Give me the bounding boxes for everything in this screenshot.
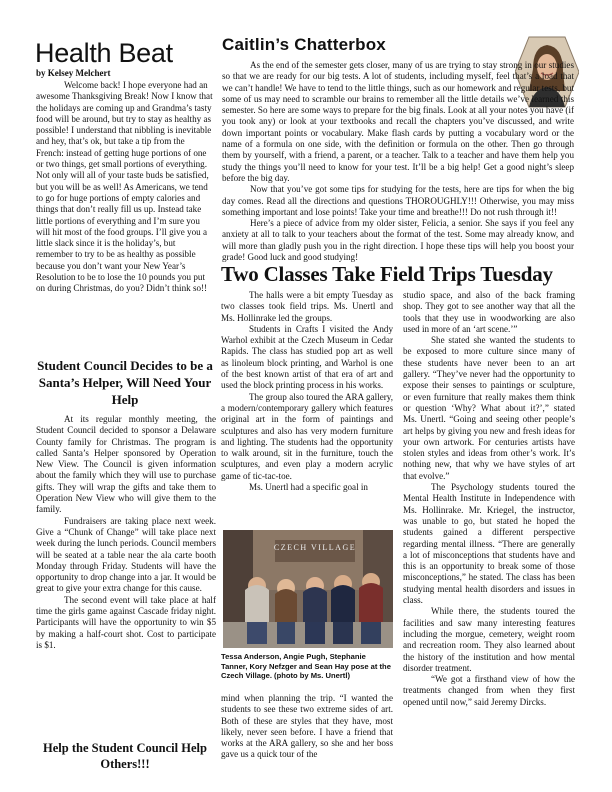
field-trips-paragraph: The group also toured the ARA gallery, a modern/contemporary gallery which features original art in the form of paintings and sculptures and also has very modern furniture and lighting. The students had the opportunity to walk around, sit in the furniture, touch the sculptures, and even play a modern acrylic game of tic-tac-toe. <box>221 391 393 481</box>
field-trips-paragraph: She stated she wanted the students to be exposed to more culture since many of these students have never been to an art gallery. “They’ve never had the opportunity to expose their senses to paintings or sculpture, or even furniture that really makes them think or question ‘Why? What about it?’,” stated Ms. Unertl. “Going and seeing other people’s art helps by giving you new and fresh ideas for your own artwork. For centuries artists have stolen styles and ideas from other’s work. It’s nothing new, that why we have styles of art that evolve.” <box>403 335 575 481</box>
field-trips-column-1-continued <box>221 693 393 761</box>
council-body <box>36 414 216 651</box>
chatterbox-paragraph: Here’s a piece of advice from my older sister, Felicia, a senior. She says if you feel any anxiety at all to talk to your teachers about the format of the test. Some may already know, and will more than gladly push you in the right direction. I hope these tips will help you boost your grade! Good luck and good studying! <box>222 218 574 263</box>
field-trips-paragraph: studio space, and also of the back framing shop. They got to see another way that all the tools that they use in woodworking are also used in more of an ‘art scene.’” <box>403 290 575 334</box>
health-paragraph: Welcome back! I hope everyone had an awesome Thanksgiving Break! Now I know that the holidays are coming up and Grandma’s tasty food will be around, but try to stay as healthy as possible! I understand that nibbling is inevitable and hey, that’s ok, but take a tip from the French: instead of getting huge portions of one or two things, get small portions of everything. Not only will all of your taste buds be satisfied, but you will be as well! As Americans, we tend to go for huge portions of empty calories and things that don’t really fill us up. Instead take little portions of everything and I’m sure you will hit most of the food groups. I’ll give you a little slack since it is the holiday’s, but remember to try to be as healthy as possible because you don’t want your New Year’s Resolution to be to lose the 10 pounds you put on during Christmas, do you? Didn’t think so!! <box>36 80 213 294</box>
field-trips-paragraph: Students in Crafts I visited the Andy Warhol exhibit at the Czech Museum in Cedar Rapids. The class has studied pop art as well as linoleum block printing, and Warhol is one of the best known artist of that era of art and used the block printing process in his works. <box>221 323 393 391</box>
council-paragraph: Fundraisers are taking place next week. Give a “Chunk of Change” will take place next week during the lunch periods. Council members will be seated at a table near the ala carte booth Monday through Friday. Students will have the opportunity to drop change into a jar. It would be great to give your extra change for this cause. <box>36 515 216 594</box>
field-trips-paragraph: While there, the students toured the facilities and saw many interesting features including the morgue, cemetery, weight room and recreation room. They also learned about the history of the institution and how mental disorder treatment. <box>403 606 575 673</box>
czech-village-group-photo <box>223 530 393 648</box>
field-trips-column-1 <box>221 290 393 493</box>
health-beat-byline: by Kelsey Melchert <box>36 68 111 78</box>
field-trips-paragraph: The halls were a bit empty Tuesday as two classes took field trips. Ms. Unertl and Ms. Hollinrake led the groups. <box>221 290 393 323</box>
field-trips-paragraph: The Psychology students toured the Mental Health Institute in Independence with Ms. Hollinrake. Mr. Kriegel, the instructor, was unable to go, but stated he hoped the students gained a different perspective regarding mental illness. “There are generally a lot of misconceptions that students have and this is an opportunity to break some of those misconceptions,” he stated. The class has been studying mental health disorders and issues in class. <box>403 482 575 606</box>
chatterbox-paragraph: Now that you’ve got some tips for studying for the tests, here are tips for when the big day comes. Read all the directions and questions THOROUGHLY!!! Otherwise, you may miss something important and lose points! Take your time and breathe!!! Do not rush through it!! <box>222 184 574 217</box>
field-trips-headline: Two Classes Take Field Trips Tuesday <box>221 262 553 286</box>
czech-village-sign: CZECH VILLAGE <box>273 543 357 552</box>
field-trips-paragraph: “We got a firsthand view of how the treatments changed from when they first opened until now,” said Jeremy Dircks. <box>403 674 575 707</box>
field-trips-paragraph: mind when planning the trip. “I wanted the students to see these two extreme sides of art. Both of these are styles that they have, most likely, never seen before. I have a friend that works at the ARA gallery, so she and her boss gave us a quick tour of the <box>221 693 393 760</box>
council-headline: Student Council Decides to be a Santa’s Helper, Will Need Your Help <box>37 358 213 407</box>
council-paragraph: The second event will take place at half time the girls game against Cascade friday night. Participants will have the opportunity to win $5 by making a half-court shot. Cost to participate is $1. <box>36 594 216 650</box>
photo-caption: Tessa Anderson, Angie Pugh, Stephanie Tanner, Kory Nefzger and Sean Hay pose at the Czech Village. (photo by Ms. Unertl) <box>221 652 391 681</box>
chatterbox-paragraph: As the end of the semester gets closer, many of us are trying to stay strong in our studies so that we are ready for our big tests. A lot of students, including myself, feel that’s a load that we can’t handle! We have to tend to the little things, such as our homework and regular tests, but some of us may need to scramble our brains to remember all the little details we’ve learned this semester. So here are some ways to prepare for the big finals. Look at all your notes you have (if you took any) or look at your textbooks and recall the chapters you’ve discussed, and write down important points or vocabulary. Make flash cards by putting a vocabulary word or the name of a formula on one side, with the definition or formula on the other. Then go through them by yourself, with a friend, a parent, or a teacher. Talk to a teacher and have them help you study the things you’ll need to know for your test. It’ll be a big help! Get a good night’s sleep before the big day. <box>222 60 574 183</box>
field-trips-column-2 <box>403 290 575 708</box>
health-beat-body <box>36 80 214 295</box>
field-trips-paragraph: Ms. Unertl had a specific goal in <box>249 482 368 493</box>
chatterbox-body <box>222 60 574 263</box>
council-paragraph: At its regular monthly meeting, the Student Council decided to sponsor a Delaware County family for Christmas. The program is called Santa’s Helper sponsored by Operation New View. The Council is given information about the family which they will use to purchase gifts. They will wrap the gifts and take them to Operation New View who will give them to the family. <box>36 414 216 515</box>
health-beat-title: Health Beat <box>35 38 173 68</box>
chatterbox-title: Caitlin’s Chatterbox <box>222 35 386 54</box>
council-footer-slogan: Help the Student Council Help Others!!! <box>43 741 207 771</box>
